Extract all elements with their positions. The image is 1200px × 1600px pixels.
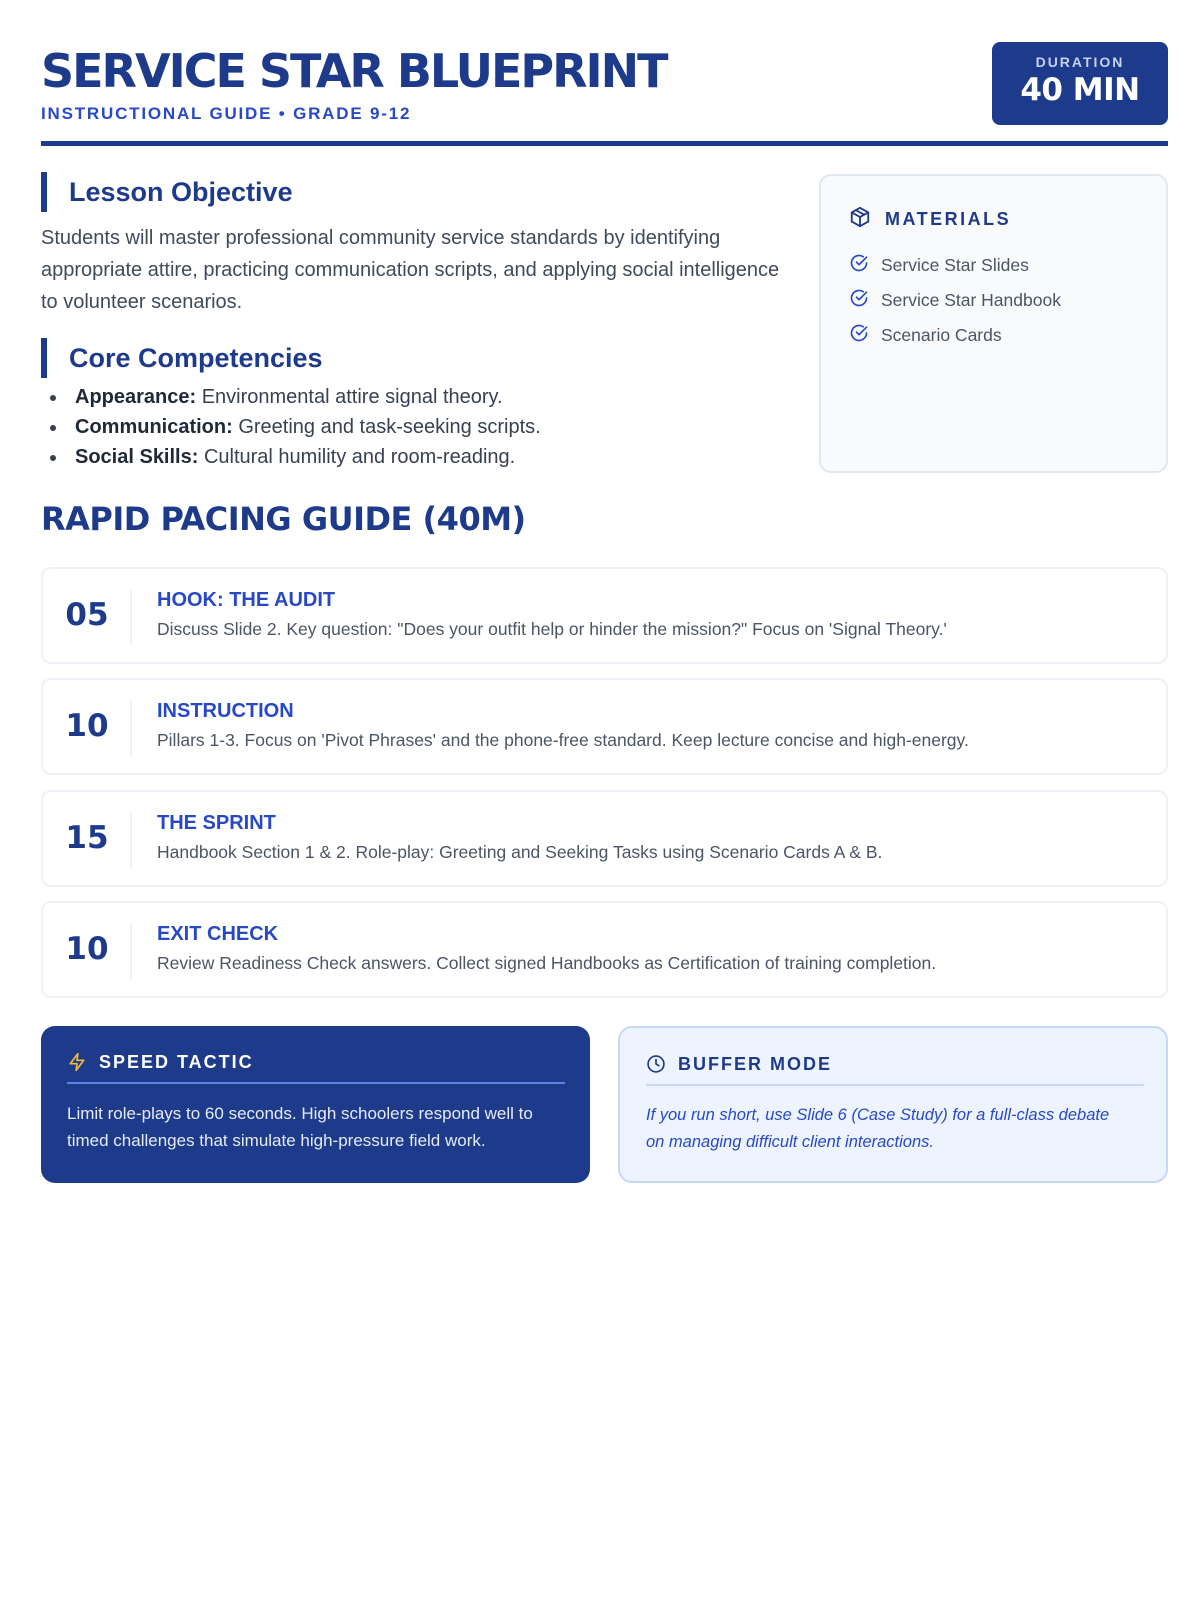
speed-tactic-title: SPEED TACTIC [99,1052,254,1072]
materials-card [819,174,1168,473]
materials-list [849,248,1061,353]
list-item [849,318,1061,353]
competency-label: Appearance: [75,386,197,408]
page-title: SERVICE STAR BLUEPRINT [41,44,667,98]
step-divider [130,924,132,979]
competency-label: Social Skills: [75,446,199,468]
list-item [41,412,781,442]
competencies-list [41,382,781,472]
step-description: Discuss Slide 2. Key question: "Does your outfit help or hinder the mission?" Focus on 'Signal Theory.' [157,619,947,639]
competency-text: Cultural humility and room-reading. [198,446,516,468]
step-description: Handbook Section 1 & 2. Role-play: Greeting and Seeking Tasks using Scenario Cards A & B. [157,842,883,862]
step-description: Review Readiness Check answers. Collect signed Handbooks as Certification of training completion. [157,953,937,973]
step-divider [130,813,132,868]
step-title: HOOK: THE AUDIT [157,589,336,611]
step-title: THE SPRINT [157,812,276,834]
list-item [849,248,1061,283]
duration-badge [992,42,1168,125]
box-icon [849,206,871,233]
list-item [849,283,1061,318]
buffer-mode-card [618,1026,1168,1183]
header [41,0,1168,146]
step-divider [130,701,132,756]
speed-tactic-text: Limit role-plays to 60 seconds. High schoolers respond well to timed challenges that simulate high-pressure field work. [67,1104,533,1150]
material-label: Service Star Handbook [881,290,1061,310]
check-circle-icon [849,323,869,348]
step-divider [130,590,132,645]
pacing-step [41,567,1168,664]
list-item [41,442,781,472]
page-subtitle: INSTRUCTIONAL GUIDE • GRADE 9-12 [41,104,412,123]
speed-tactic-card [41,1026,590,1183]
material-label: Scenario Cards [881,325,1002,345]
materials-header [849,206,1011,233]
speed-tactic-header [67,1052,565,1084]
competency-text: Greeting and task-seeking scripts. [232,416,541,438]
competency-text: Environmental attire signal theory. [196,386,503,408]
pacing-step [41,790,1168,887]
step-title: INSTRUCTION [157,700,294,722]
buffer-mode-header [646,1054,1144,1086]
lesson-plan-page [41,0,1168,1151]
step-minutes: 10 [65,708,109,744]
check-circle-icon [849,253,869,278]
objective-heading: Lesson Objective [41,172,293,212]
pacing-title: RAPID PACING GUIDE (40M) [41,500,526,538]
duration-value: 40 MIN [1020,72,1140,108]
step-title: EXIT CHECK [157,923,279,945]
materials-title: MATERIALS [885,209,1012,229]
pacing-step [41,678,1168,775]
lightning-icon [67,1052,87,1077]
step-description: Pillars 1-3. Focus on 'Pivot Phrases' and the phone-free standard. Keep lecture concise and high-energy. [157,730,969,750]
step-minutes: 05 [65,597,109,633]
step-minutes: 10 [65,931,109,967]
check-circle-icon [849,288,869,313]
duration-label: DURATION [1035,54,1125,70]
clock-icon [646,1054,666,1079]
step-minutes: 15 [65,820,109,856]
competencies-heading: Core Competencies [41,338,323,378]
competency-label: Communication: [75,416,233,438]
buffer-mode-text: If you run short, use Slide 6 (Case Study) for a full-class debate on managing difficult client interactions. [646,1106,1110,1151]
buffer-mode-title: BUFFER MODE [678,1054,832,1074]
material-label: Service Star Slides [881,255,1029,275]
objective-text: Students will master professional community service standards by identifying appropriate attire, practicing communication scripts, and applying social intelligence to volunteer scenarios. [41,227,780,313]
list-item [41,382,781,412]
pacing-step [41,901,1168,998]
